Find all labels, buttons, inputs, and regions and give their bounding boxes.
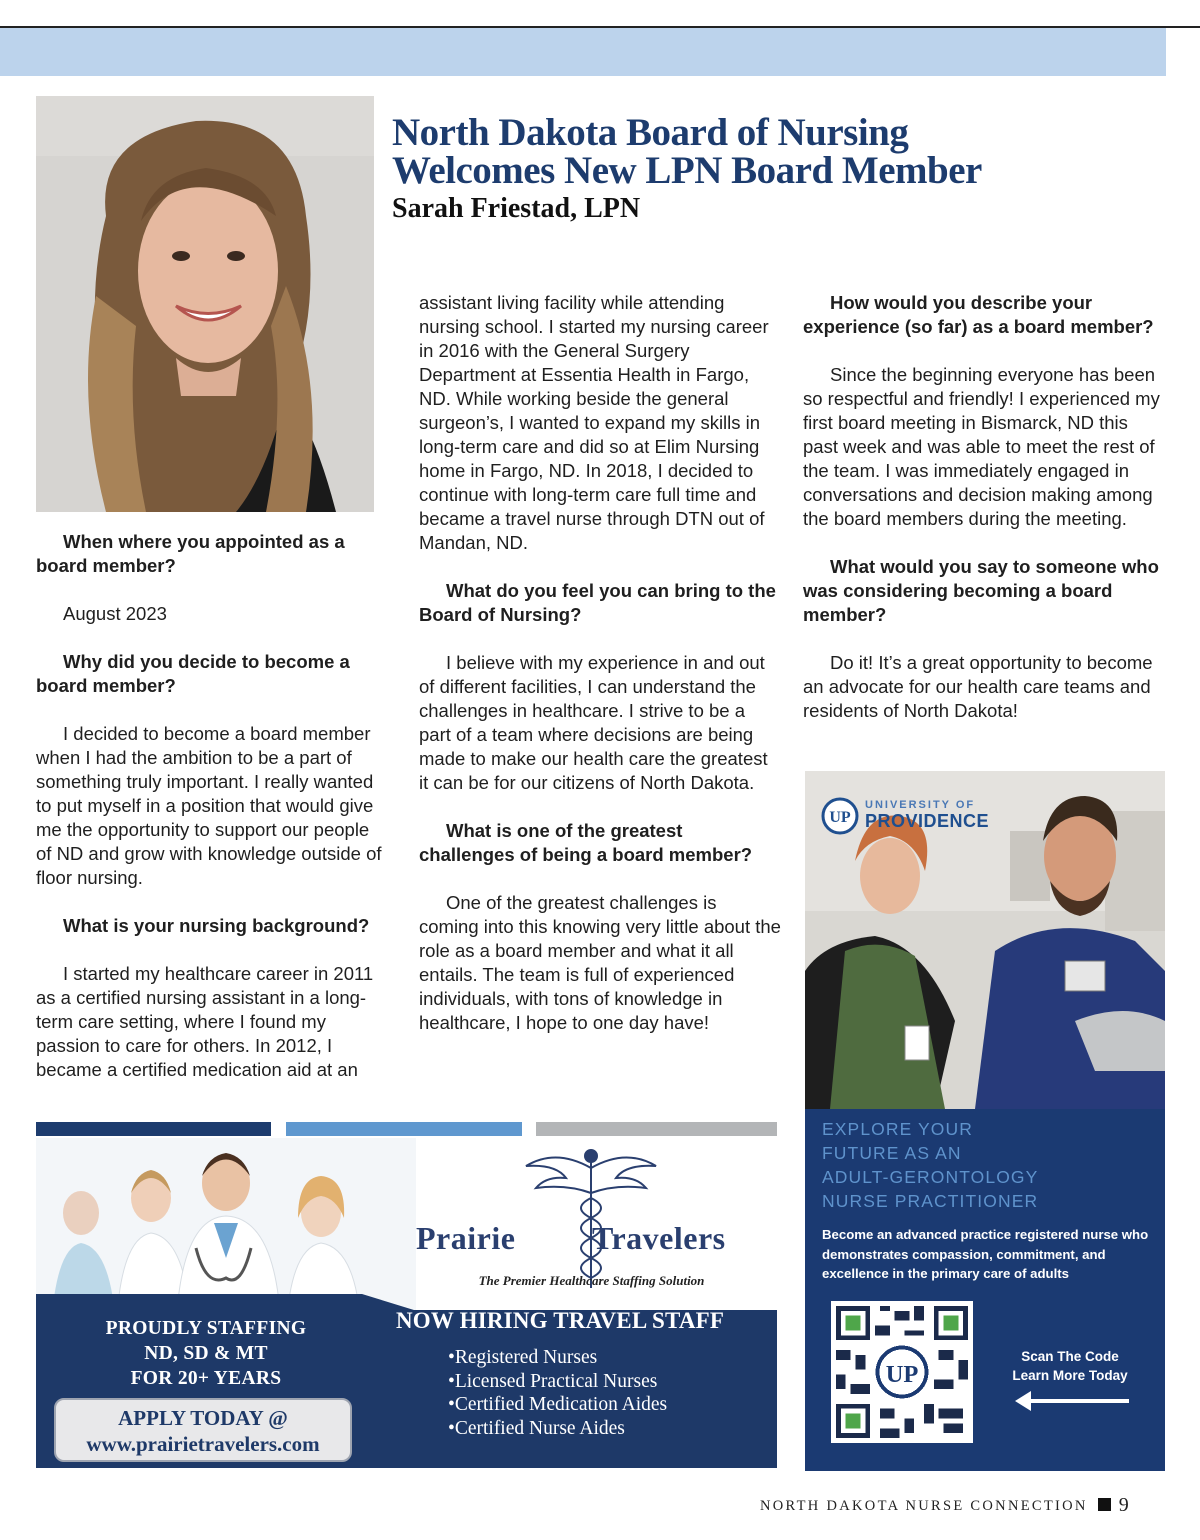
qr-code[interactable] <box>831 1301 973 1443</box>
answer-advice: Do it! It’s a great opportunity to become an advocate for our health care teams and residents of North Dakota! <box>803 652 1153 721</box>
header-band <box>0 28 1166 76</box>
portrait-photo <box>36 96 374 512</box>
article-column-1 <box>36 530 388 1106</box>
logo-text-prairie: Prairie <box>416 1220 516 1256</box>
svg-text:UP: UP <box>829 809 851 826</box>
now-hiring-title: NOW HIRING TRAVEL STAFF <box>396 1308 725 1333</box>
scan-the-code-text <box>1000 1347 1140 1385</box>
answer-experience: Since the beginning everyone has been so respectful and friendly! I experienced my first board meeting in Bismarck, ND this past week and was able to meet the rest of the team. I was immediately engaged in conversations and decision making among the board members during the meeting. <box>803 364 1160 529</box>
explore-line-3: ADULT-GERONTOLOGY <box>822 1167 1039 1187</box>
answer-bring: I believe with my experience in and out of different facilities, I can understand the challenges in healthcare. I strive to be a part of a team where decisions are being made to make our health care the greatest it can be for our citizens of North Dakota. <box>419 652 768 793</box>
article-column-2 <box>419 291 781 1059</box>
arrow-left-icon <box>1013 1389 1131 1413</box>
explore-line-1: EXPLORE YOUR <box>822 1119 973 1139</box>
footer-square-icon <box>1098 1498 1111 1511</box>
ad-tagline: The Premier Healthcare Staffing Solution <box>478 1273 705 1288</box>
nurses-photo <box>805 771 1165 1109</box>
up-logo-icon <box>821 797 859 835</box>
list-item: • Certified Nurse Aides <box>448 1417 768 1441</box>
logo-providence: PROVIDENCE <box>865 811 990 831</box>
scan-line-1: Scan The Code <box>1021 1349 1119 1364</box>
answer-why-board: I decided to become a board member when I had the ambition to be a part of something truly important. I really wanted to put myself in a position that would give me the opportunity to support our people of ND and grow with knowledge outside of floor nursing. <box>36 723 382 888</box>
question-experience: How would you describe your experience (so far) as a board member? <box>803 292 1154 337</box>
positions-list <box>448 1346 768 1440</box>
question-challenges: What is one of the greatest challenges of being a board member? <box>419 820 753 865</box>
staffing-line-2: ND, SD & MT <box>144 1343 268 1364</box>
list-item: • Certified Medication Aides <box>448 1393 768 1417</box>
apply-line-1: APPLY TODAY @ <box>118 1406 288 1430</box>
answer-challenges: One of the greatest challenges is coming into this knowing very little about the role as a board member and what it all entails. The team is full of experienced individuals, with tons of knowledge in healthcare, I hope to one day have! <box>419 892 781 1033</box>
headline-title <box>392 111 1172 192</box>
headline-title-line1: North Dakota Board of Nursing <box>392 111 909 154</box>
article-headline <box>392 111 1172 226</box>
question-why-board: Why did you decide to become a board member? <box>36 651 350 696</box>
article-column-3 <box>803 291 1165 747</box>
page-number: 9 <box>1118 1494 1129 1516</box>
list-item: • Registered Nurses <box>448 1346 768 1370</box>
apply-today-link[interactable] <box>54 1398 352 1462</box>
explore-line-2: FUTURE AS AN <box>822 1143 962 1163</box>
logo-university-of: UNIVERSITY OF <box>865 799 976 811</box>
gray-bar <box>536 1122 777 1136</box>
question-background: What is your nursing background? <box>63 915 370 936</box>
scan-line-2: Learn More Today <box>1012 1368 1128 1383</box>
answer-background-continued: assistant living facility while attending nursing school. I started my nursing career in 2016 with the General Surgery Department at Essentia Health in Fargo, ND. While working beside the general surgeon’s, I wanted to expand my skills in long-term care and did so at Elim Nursing home in Fargo, ND. In 2018, I decided to continue with long-term care full time and became a travel nurse through DTN out of Mandan, ND. <box>419 292 769 553</box>
answer-appointed: August 2023 <box>63 603 167 624</box>
page-footer <box>760 1494 1160 1517</box>
blue-bar <box>286 1122 522 1136</box>
svg-text:UP: UP <box>885 1360 919 1388</box>
staffing-line-3: FOR 20+ YEARS <box>130 1368 282 1389</box>
publication-name: NORTH DAKOTA NURSE CONNECTION <box>760 1498 1088 1514</box>
university-providence-ad[interactable] <box>805 771 1165 1471</box>
question-bring: What do you feel you can bring to the Board of Nursing? <box>419 580 776 625</box>
ad-color-bars <box>36 1122 777 1138</box>
explore-line-4: NURSE PRACTITIONER <box>822 1191 1039 1211</box>
program-description: Become an advanced practice registered nurse who demonstrates compassion, commitment, and excellence in the primary care of adults <box>822 1227 1149 1281</box>
logo-text-travelers: Travelers <box>592 1220 726 1256</box>
staffing-line-1: PROUDLY STAFFING <box>105 1318 307 1339</box>
answer-background: I started my healthcare career in 2011 as a certified nursing assistant in a long-term care setting, where I found my passion to care for others. In 2012, I became a certified medication aid at an <box>36 963 374 1080</box>
question-appointed: When where you appointed as a board member? <box>36 531 345 576</box>
question-advice: What would you say to someone who was considering becoming a board member? <box>803 556 1159 625</box>
navy-bar <box>36 1122 271 1136</box>
headline-title-line2: Welcomes New LPN Board Member <box>392 149 982 192</box>
explore-headline <box>822 1117 1152 1213</box>
headline-subtitle: Sarah Friestad, LPN <box>392 193 641 224</box>
prairie-travelers-ad[interactable] <box>36 1122 777 1468</box>
staffing-statement <box>36 1316 376 1391</box>
apply-url[interactable]: www.prairietravelers.com <box>86 1432 320 1456</box>
list-item: • Licensed Practical Nurses <box>448 1370 768 1394</box>
